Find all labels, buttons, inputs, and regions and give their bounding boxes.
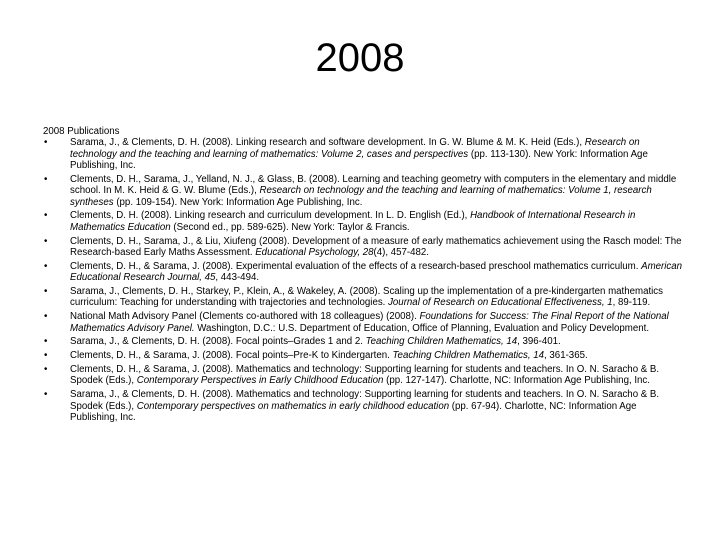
publication-item: [43, 236, 683, 259]
publication-source: Contemporary Perspectives in Early Childhood Education: [136, 375, 384, 387]
publication-text: Clements, D. H., & Sarama, J. (2008). Mathematics and technology: Supporting learning for students and teachers. In O. N. Saracho & B. Spodek (Eds.),: [70, 364, 660, 387]
publication-text: Washington, D.C.: U.S. Department of Education, Office of Planning, Evaluation and Policy Development.: [194, 322, 650, 334]
publication-text: Sarama, J., Clements, D. H., Starkey, P., Klein, A., & Wakeley, A. (2008). Scaling up the implementation of a pre-kindergarten mathematics curriculum: Teaching for understanding with trajectories and technologies.: [70, 285, 663, 309]
publication-text: (Second ed., pp. 589-625). New York: Taylor & Francis.: [170, 221, 410, 233]
publication-source: Research on technology and the teaching and learning of mathematics: Volume 1, research syntheses: [70, 185, 652, 208]
publication-item: [43, 311, 683, 334]
publication-source: Research on technology and the teaching and learning of mathematics: Volume 2, cases and perspectives: [70, 137, 640, 160]
publication-source: Educational Psychology, 28: [255, 246, 374, 258]
slide-content: [43, 126, 683, 426]
publication-source: Foundations for Success: The Final Report of the National Mathematics Advisory Panel.: [70, 311, 669, 334]
publication-text: National Math Advisory Panel (Clements co-authored with 18 colleagues) (2008).: [70, 311, 420, 323]
publication-source: Journal of Research on Educational Effectiveness, 1: [388, 297, 613, 309]
publication-text: , 443-494.: [215, 272, 260, 284]
bullet-icon: •: [44, 260, 48, 272]
publication-list: [43, 137, 683, 423]
publication-text: (pp. 109-154). New York: Information Age Publishing, Inc.: [113, 196, 363, 208]
publication-text: (pp. 127-147). Charlotte, NC: Information Age Publishing, Inc.: [383, 375, 650, 387]
bullet-icon: •: [44, 285, 48, 297]
publication-source: Handbook of International Research in Mathematics Education: [70, 210, 636, 233]
publication-item: [43, 364, 683, 387]
slide-title: 2008: [315, 36, 405, 80]
bullet-icon: •: [44, 137, 48, 149]
bullet-icon: •: [44, 350, 48, 362]
publication-text: , 89-119.: [612, 297, 651, 309]
publication-text: Sarama, J., & Clements, D. H. (2008). Mathematics and technology: Supporting learning for students and teachers. In O. N. Saracho & B. Spodek (Eds.),: [70, 389, 660, 412]
bullet-icon: •: [44, 389, 48, 401]
publication-item: [43, 389, 683, 423]
bullet-icon: •: [44, 173, 48, 185]
bullet-icon: •: [44, 235, 48, 247]
bullet-icon: •: [44, 210, 48, 222]
publication-item: [43, 261, 683, 284]
publication-item: [43, 174, 683, 208]
publication-text: Sarama, J., & Clements, D. H. (2008). Linking research and software development. In G. W. Blume & M. K. Heid (Eds.),: [70, 137, 585, 149]
publication-item: [43, 210, 683, 233]
publication-text: , 396-401.: [517, 336, 561, 348]
publication-text: Sarama, J., & Clements, D. H. (2008). Focal points–Grades 1 and 2.: [70, 336, 366, 348]
publication-text: (4), 457-482.: [373, 246, 429, 258]
publication-source: American Educational Research Journal, 45: [70, 260, 683, 284]
publication-source: Contemporary perspectives on mathematics in early childhood education: [136, 400, 450, 412]
publication-text: Clements, D. H., Sarama, J., Yelland, N. J., & Glass, B. (2008). Learning and teaching geometry with computers in the elementary and middle school. In M. K. Heid & G. W. Blume (Eds.),: [70, 173, 677, 197]
bullet-icon: •: [44, 364, 48, 376]
publication-source: Teaching Children Mathematics, 14: [365, 336, 518, 348]
bullet-icon: •: [44, 311, 48, 323]
publication-text: Clements, D. H., Sarama, J., & Liu, Xiufeng (2008). Development of a measure of early mathematics achievement using the Rasch model: The Research-based Early Maths Assessment.: [70, 235, 682, 258]
publication-item: [43, 350, 683, 361]
publication-text: , 361-365.: [544, 350, 588, 362]
publication-text: (pp. 113-130). New York: Information Age Publishing, Inc.: [70, 148, 648, 172]
publication-text: Clements, D. H., & Sarama, J. (2008). Focal points–Pre-K to Kindergarten.: [70, 350, 393, 362]
publication-item: [43, 336, 683, 347]
publication-text: Clements, D. H., & Sarama, J. (2008). Experimental evaluation of the effects of a research-based preschool mathematics curriculum.: [70, 260, 642, 272]
publications-heading: 2008 Publications: [43, 126, 120, 137]
publication-item: [43, 137, 683, 171]
bullet-icon: •: [44, 336, 48, 348]
publication-text: (pp. 67-94). Charlotte, NC: Information Age Publishing, Inc.: [70, 400, 637, 423]
publication-text: Clements, D. H. (2008). Linking research and curriculum development. In L. D. English (Ed.),: [70, 210, 471, 222]
publication-item: [43, 286, 683, 309]
publication-source: Teaching Children Mathematics, 14: [392, 350, 545, 362]
